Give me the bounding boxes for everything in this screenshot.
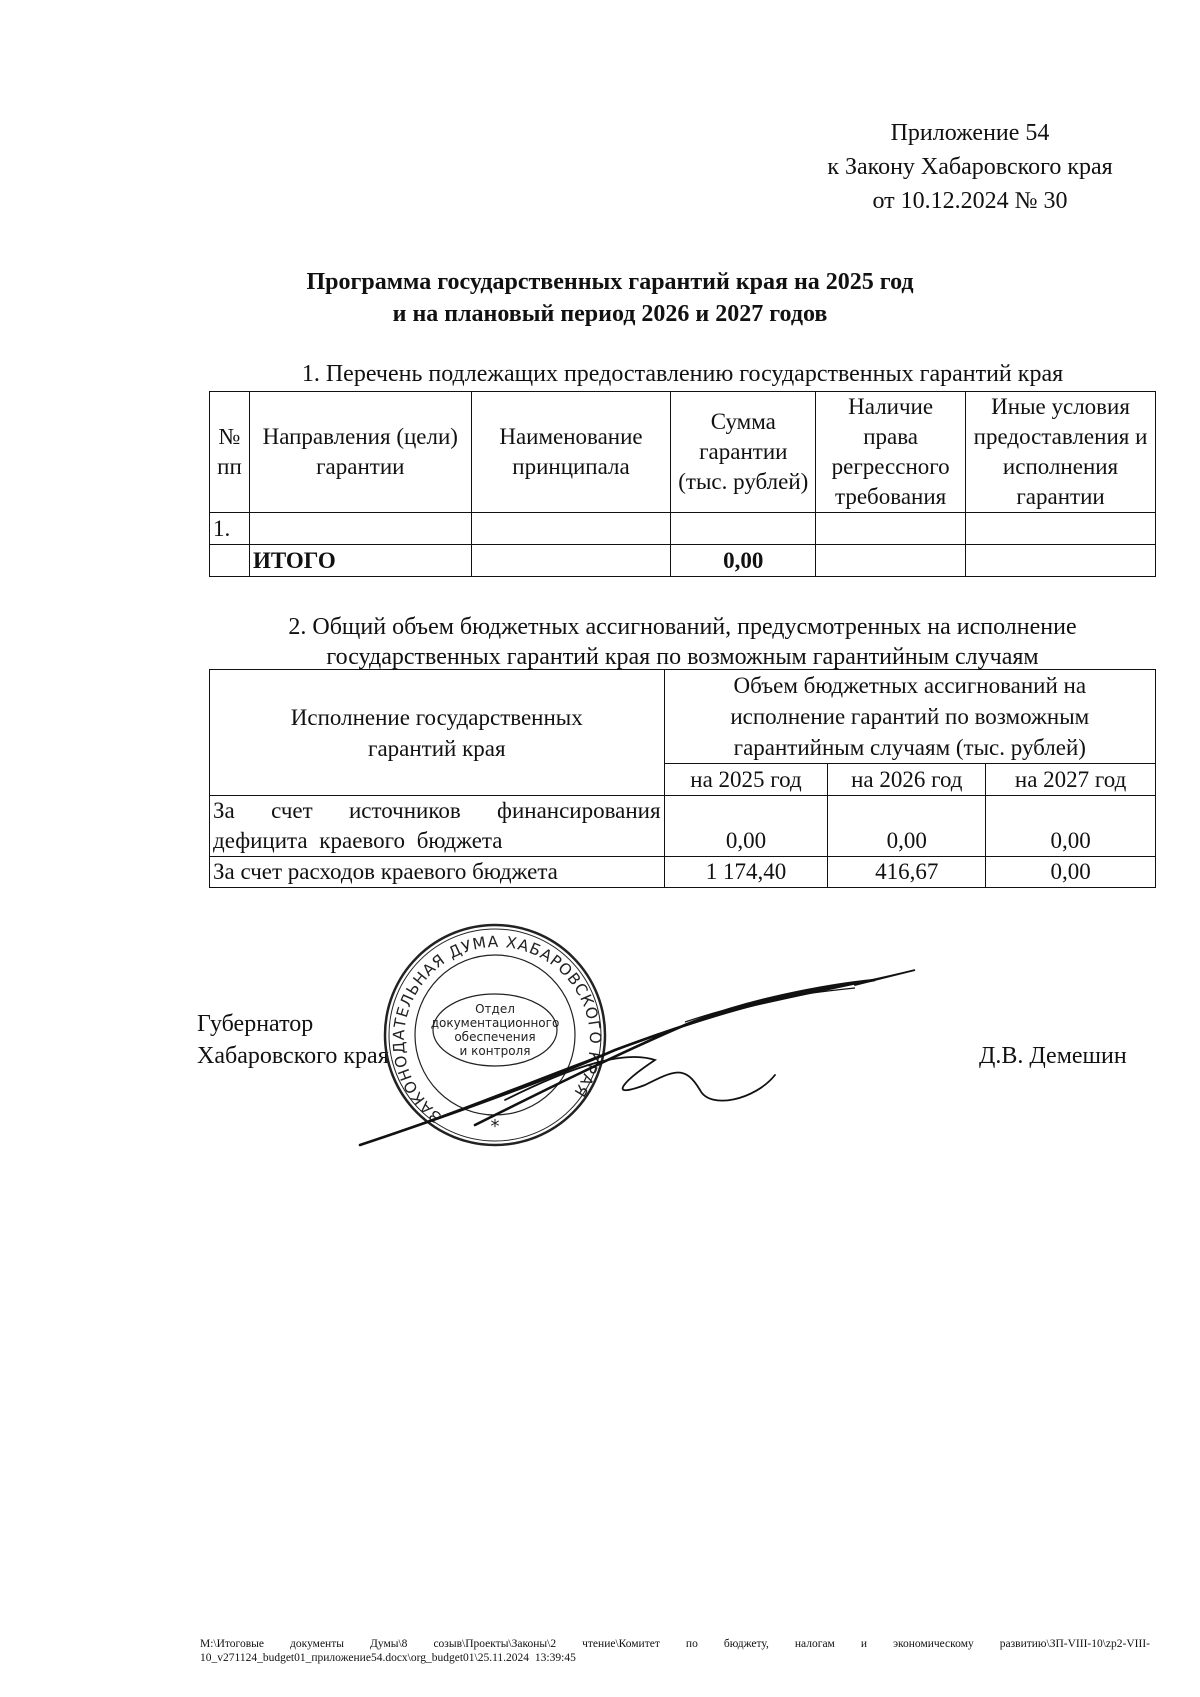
guarantees-list-table <box>209 391 1156 577</box>
row-principal <box>471 513 671 545</box>
file-path-footer: M:\Итоговые документы Думы\8 созыв\Проекты\Законы\2 чтение\Комитет по бюджету, налогам и экономическому развитию\ЗП-VIII-10\zp2-VIII-10_v271124_budget01_приложение54.docx\org_budget01\25.11.2024 13:39:45 <box>200 1638 1150 1664</box>
row-value-2027: 0,00 <box>986 796 1156 857</box>
row-amount <box>671 513 816 545</box>
handwritten-signature-icon <box>355 950 955 1160</box>
total-regress-cell <box>816 545 966 577</box>
signatory-title-line-1: Губернатор <box>197 1011 314 1037</box>
signatory-title-line-2: Хабаровского края <box>197 1043 389 1069</box>
total-other-cell <box>966 545 1156 577</box>
section2-caption <box>209 612 1156 672</box>
row-label: За счет расходов краевого бюджета <box>210 857 665 888</box>
col-header-execution: Исполнение государственных гарантий края <box>210 670 665 796</box>
title-line-2: и на плановый период 2026 и 2027 годов <box>392 301 828 327</box>
col-header-year-2026: на 2026 год <box>828 764 986 796</box>
section2-caption-line-2: государственных гарантий края по возможным гарантийным случаям <box>326 644 1039 670</box>
appendix-law-date: от 10.12.2024 № 30 <box>872 188 1068 214</box>
col-header-principal: Наименование принципала <box>471 392 671 513</box>
col-header-regress: Наличие права регрессного требования <box>816 392 966 513</box>
col-header-year-2025: на 2025 год <box>664 764 828 796</box>
col-header-number: № пп <box>210 392 250 513</box>
table-row <box>210 796 1156 857</box>
table-header-row <box>210 392 1156 513</box>
total-amount: 0,00 <box>671 545 816 577</box>
table-header-row <box>210 670 1156 764</box>
stamp-ring-text: ЗАКОНОДАТЕЛЬНАЯ ДУМА ХАБАРОВСКОГО КРАЯ <box>389 932 605 1126</box>
appendix-header <box>820 116 1120 218</box>
col-header-direction: Направления (цели) гарантии <box>249 392 471 513</box>
row-value-2026: 416,67 <box>828 857 986 888</box>
stamp-center-line-1: Отдел <box>475 1002 515 1016</box>
budget-allocations-table <box>209 669 1156 888</box>
section2-caption-line-1: 2. Общий объем бюджетных ассигнований, предусмотренных на исполнение <box>288 614 1077 640</box>
signatory-name: Д.В. Демешин <box>979 1043 1127 1069</box>
stamp-center-line-4: и контроля <box>459 1044 531 1058</box>
table-row <box>210 857 1156 888</box>
col-header-volume: Объем бюджетных ассигнований на исполнение гарантий по возможным гарантийным случаям (тыс. рублей) <box>664 670 1155 764</box>
row-value-2025: 0,00 <box>664 796 828 857</box>
row-label: За счет источников финансирования дефицита краевого бюджета <box>210 796 665 857</box>
col-header-amount: Сумма гарантии (тыс. рублей) <box>671 392 816 513</box>
total-principal-cell <box>471 545 671 577</box>
document-title <box>300 266 920 330</box>
total-row <box>210 545 1156 577</box>
stamp-center-line-2: документационного <box>430 1016 560 1030</box>
total-empty-cell <box>210 545 250 577</box>
row-value-2026: 0,00 <box>828 796 986 857</box>
total-label: ИТОГО <box>249 545 471 577</box>
col-header-year-2027: на 2027 год <box>986 764 1156 796</box>
section1-caption: 1. Перечень подлежащих предоставлению государственных гарантий края <box>301 361 1064 387</box>
row-regress <box>816 513 966 545</box>
row-value-2027: 0,00 <box>986 857 1156 888</box>
col-header-other-conditions: Иные условия предоставления и исполнения гарантии <box>966 392 1156 513</box>
appendix-law-ref: к Закону Хабаровского края <box>827 154 1113 180</box>
row-value-2025: 1 174,40 <box>664 857 828 888</box>
stamp-star: * <box>490 1116 500 1137</box>
row-other <box>966 513 1156 545</box>
stamp-center-line-3: обеспечения <box>454 1030 536 1044</box>
title-line-1: Программа государственных гарантий края на 2025 год <box>306 269 914 295</box>
appendix-number: Приложение 54 <box>890 120 1050 146</box>
table-row <box>210 513 1156 545</box>
row-direction <box>249 513 471 545</box>
row-number: 1. <box>210 513 250 545</box>
